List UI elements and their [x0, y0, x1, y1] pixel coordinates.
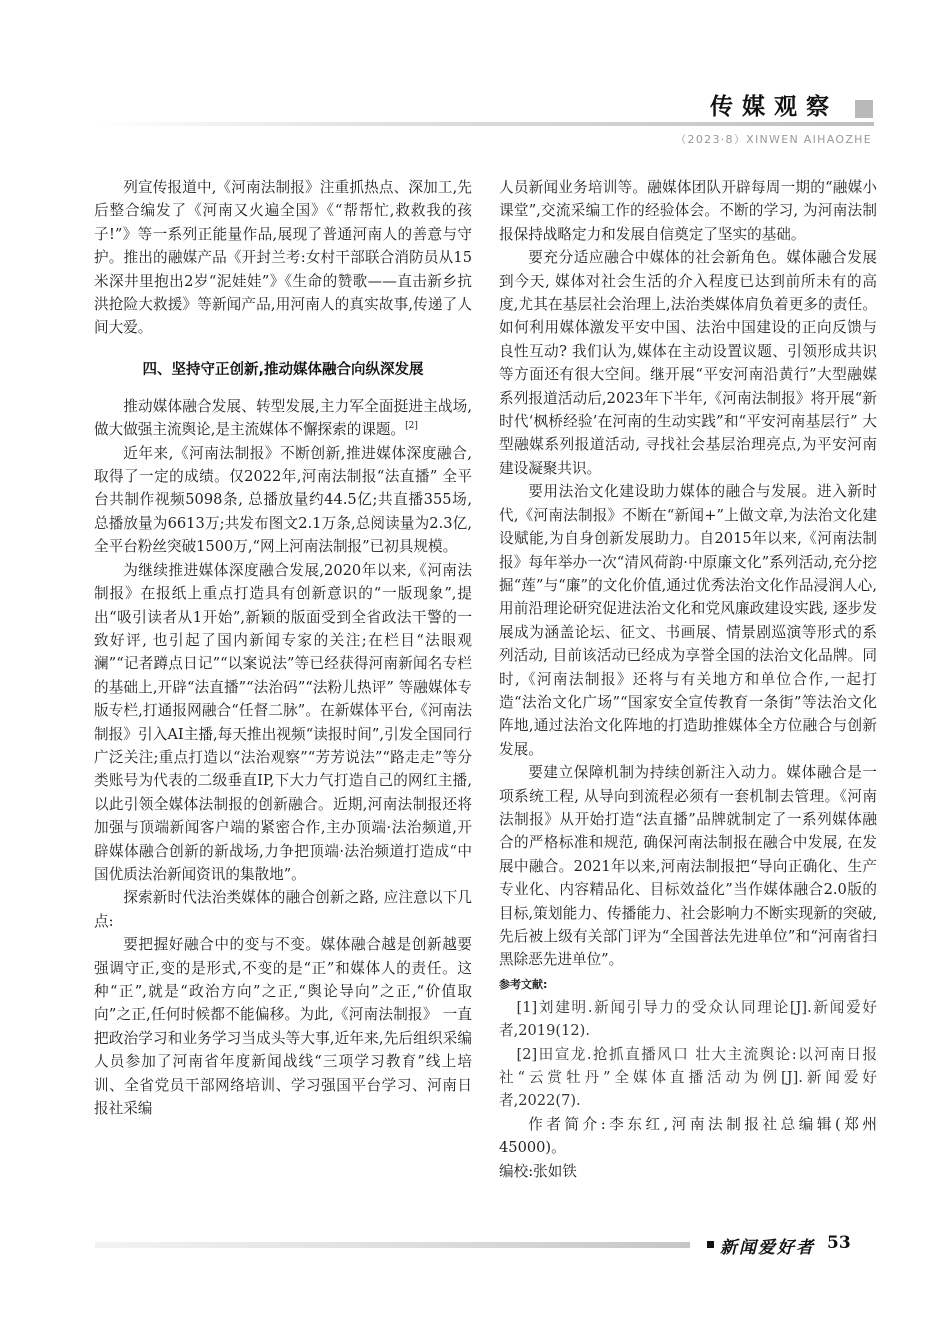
right-column	[499, 176, 877, 1183]
section-title: 传媒观察	[710, 94, 838, 120]
section-heading: 四、坚持守正创新,推动媒体融合向纵深发展	[142, 361, 424, 378]
reference-item	[499, 1043, 877, 1113]
magazine-name: 新闻爱好者	[720, 1238, 815, 1258]
paragraph: 列宣传报道中,《河南法制报》注重抓热点、深加工,先后整合编发了《河南又火遍全国》《“帮帮忙,救救我的孩子!”》等一系列正能量作品,展现了普通河南人的善意与守护。推出的融媒产品《开封兰考:女村干部联合消防员从15米深井里抱出2岁“泥娃娃”》《生命的赞歌——直击新乡抗洪抢险大救援》等新闻产品,用河南人的真实故事,传递了人间大爱。	[94, 179, 472, 337]
paragraph: 要用法治文化建设助力媒体的融合与发展。进入新时代,《河南法制报》不断在“新闻+”上做文章,为法治文化建设赋能,为自身创新发展助力。自2015年以来,《河南法制报》每年举办一次“清风荷韵·中原廉文化”系列活动,充分挖掘“莲”与“廉”的文化价值,通过优秀法治文化作品浸润人心,用前沿理论研究促进法治文化和党风廉政建设实践, 逐步发展成为涵盖论坛、征文、书画展、情景剧巡演等形式的系列活动, 目前该活动已经成为享誉全国的法治文化品牌。同时,《河南法制报》还将与有关地方和单位合作,一起打造“法治文化广场”“国家安全宣传教育一条街”等法治文化阵地,通过法治文化阵地的打造助推媒体全方位融合与创新发展。	[499, 483, 877, 758]
footer-square-icon	[707, 1241, 714, 1248]
paragraph: 近年来,《河南法制报》不断创新,推进媒体深度融合,取得了一定的成绩。仅2022年,河南法制报“法直播” 全平台共制作视频5098条, 总播放量约44.5亿;共直播355场,总播放量为6613万;共发布图文2.1万条,总阅读量为2.3亿,全平台粉丝突破1500万,“网上河南法制报”已初具规模。	[94, 444, 472, 556]
reference-text: [2]田宣龙.抢抓直播风口 壮大主流舆论:以河南日报社“云赏牡丹”全媒体直播活动为例[J].新闻爱好者,2022(7).	[499, 1045, 877, 1110]
page-number: 53	[827, 1233, 851, 1253]
paragraph: 人员新闻业务培训等。融媒体团队开辟每周一期的“融媒小课堂”,交流采编工作的经验体会。不断的学习, 为河南法制报保持战略定力和发展自信奠定了坚实的基础。	[499, 179, 877, 243]
paragraph: 要建立保障机制为持续创新注入动力。媒体融合是一项系统工程, 从导向到流程必须有一套机制去管理。《河南法制报》从开始打造“法直播”品牌就制定了一系列媒体融合的严格标准和规范, 确保河南法制报在融合中发展, 在发展中融合。2021年以来,河南法制报把“导向正确化、生产专业化、内容精品化、目标效益化”当作媒体融合2.0版的目标,策划能力、传播能力、社会影响力不断实现新的突破,先后被上级有关部门评为“全国普法先进单位”和“河南省扫黑除恶先进单位”。	[499, 764, 877, 969]
paragraph-text: 推动媒体融合发展、转型发展,主力军全面挺进主战场,做大做强主流舆论,是主流媒体不懈探索的课题。	[94, 397, 472, 439]
reference-item	[499, 996, 877, 1043]
citation-mark: [2]	[405, 421, 418, 432]
issue-label: （2023·8）XINWEN AIHAOZHE	[675, 133, 872, 146]
author-bio: 作者简介:李东红,河南法制报社总编辑(郑州 45000)。	[499, 1115, 877, 1157]
paragraph: 要充分适应融合中媒体的社会新角色。媒体融合发展到今天, 媒体对社会生活的介入程度已达到前所未有的高度,尤其在基层社会治理上,法治类媒体肩负着更多的责任。如何利用媒体激发平安中国、法治中国建设的正向反馈与良性互动? 我们认为,媒体在主动设置议题、引领形成共识等方面还有很大空间。继开展“平安河南沿黄行”大型融媒系列报道活动后,2023年下半年,《河南法制报》将开展“新时代‘枫桥经验’在河南的生动实践”和“平安河南基层行” 大型融媒系列报道活动, 寻找社会基层治理亮点,为平安河南建设凝聚共识。	[499, 249, 877, 477]
paragraph	[94, 395, 472, 442]
references-heading: 参考文献:	[499, 977, 548, 991]
left-column	[94, 176, 472, 1120]
paragraph: 要把握好融合中的变与不变。媒体融合越是创新越要强调守正,变的是形式,不变的是“正”和媒体人的责任。这种“正”,就是“政治方向”之正,“舆论导向”之正,“价值取向”之正,任何时候都不能偏移。为此,《河南法制报》 一直把政治学习和业务学习当成头等大事,近年来,先后组织采编人员参加了河南省年度新闻战线“三项学习教育”线上培训、全省党员干部网络培训、学习强国平台学习、河南日报社采编	[94, 936, 472, 1118]
paragraph: 探索新时代法治类媒体的融合创新之路, 应注意以下几点:	[94, 889, 472, 930]
footer-rule	[95, 1242, 690, 1248]
header-rule	[95, 122, 874, 126]
header-gray-square	[855, 100, 873, 118]
editor-credit: 编校:张如铁	[499, 1162, 577, 1180]
reference-text: [1]刘建明.新闻引导力的受众认同理论[J].新闻爱好者,2019(12).	[499, 998, 877, 1040]
paragraph: 为继续推进媒体深度融合发展,2020年以来,《河南法制报》在报纸上重点打造具有创新意识的“一版现象”,提出“吸引读者从1开始”,新颖的版面受到全省政法干警的一致好评, 也引起了国内新闻专家的关注;在栏目“法眼观澜”“记者蹲点日记”“以案说法”等已经获得河南新闻名专栏的基础上,开辟“法直播”“法治码”“法粉儿热评” 等融媒体专版专栏,打通报网融合“任督二脉”。在新媒体平台,《河南法制报》引入AI主播,每天推出视频“读报时间”,引发全国同行广泛关注;重点打造以“法治观察”“芳芳说法”“路走走”等分类账号为代表的二级垂直IP,下大力气打造自己的网红主播, 以此引领全媒体法制报的创新融合。近期,河南法制报还将加强与顶端新闻客户端的紧密合作,主办顶端·法治频道,开辟媒体融合创新的新战场,力争把顶端·法治频道打造成“中国优质法治新闻资讯的集散地”。	[94, 561, 472, 883]
